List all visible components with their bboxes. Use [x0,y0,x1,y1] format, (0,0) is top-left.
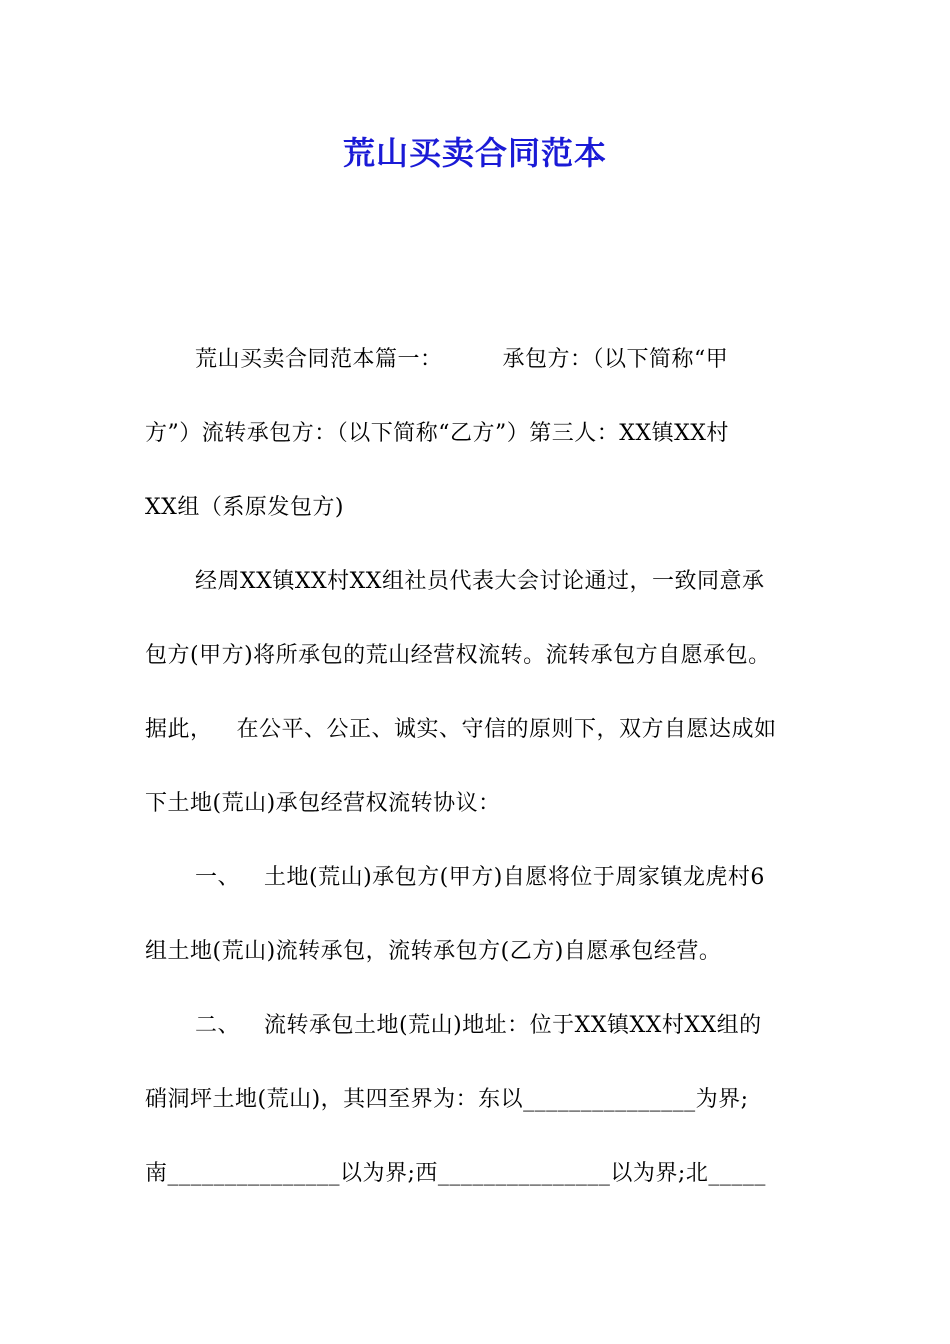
paragraph-line-10 [145,996,810,1070]
paragraph-line-9 [145,922,810,996]
paragraph-line-8 [145,848,810,922]
line-8-part-a: 一、 [195,865,241,890]
document-title: 荒山买卖合同范本 [342,134,607,172]
paragraph-line-11 [145,1070,810,1144]
paragraph-line-2 [145,404,810,478]
line-4-text: 经周XX镇XX村XX组社员代表大会讨论通过，一致同意承 [195,569,765,594]
line-12-text: 南_______________以为界;西_______________以为界;北_____ [145,1161,766,1186]
line-10-part-b: 流转承包土地(荒山)地址：位于XX镇XX村XX组的 [264,1013,762,1038]
paragraph-line-5 [145,626,810,700]
line-9-text: 组土地(荒山)流转承包，流转承包方(乙方)自愿承包经营。 [145,939,722,964]
line-2-text: 方”）流转承包方：（以下简称“乙方”）第三人：XX镇XX村 [145,421,729,446]
paragraph-line-7 [145,774,810,848]
line-7-text: 下土地(荒山)承包经营权流转协议： [145,791,501,816]
line-3-text: XX组（系原发包方) [145,495,344,520]
paragraph-line-6 [145,700,810,774]
line-5-text: 包方(甲方)将所承包的荒山经营权流转。流转承包方自愿承包。 [145,643,771,668]
paragraph-line-12 [145,1144,810,1218]
line-1-part-b: 承包方：（以下简称“甲 [502,347,729,372]
line-6-part-b: 在公平、公正、诚实、守信的原则下，双方自愿达成如 [236,717,777,742]
paragraph-line-4 [145,552,810,626]
line-11-text: 硝洞坪土地(荒山)，其四至界为：东以_______________为界; [145,1087,749,1112]
line-10-part-a: 二、 [195,1013,241,1038]
line-6-part-a: 据此， [145,717,213,742]
paragraph-line-3 [145,478,810,552]
line-8-part-b: 土地(荒山)承包方(甲方)自愿将位于周家镇龙虎村6 [264,865,765,890]
line-1-part-a: 荒山买卖合同范本篇一： [195,347,443,372]
paragraph-line-1 [145,330,810,404]
document-body [145,330,810,1218]
